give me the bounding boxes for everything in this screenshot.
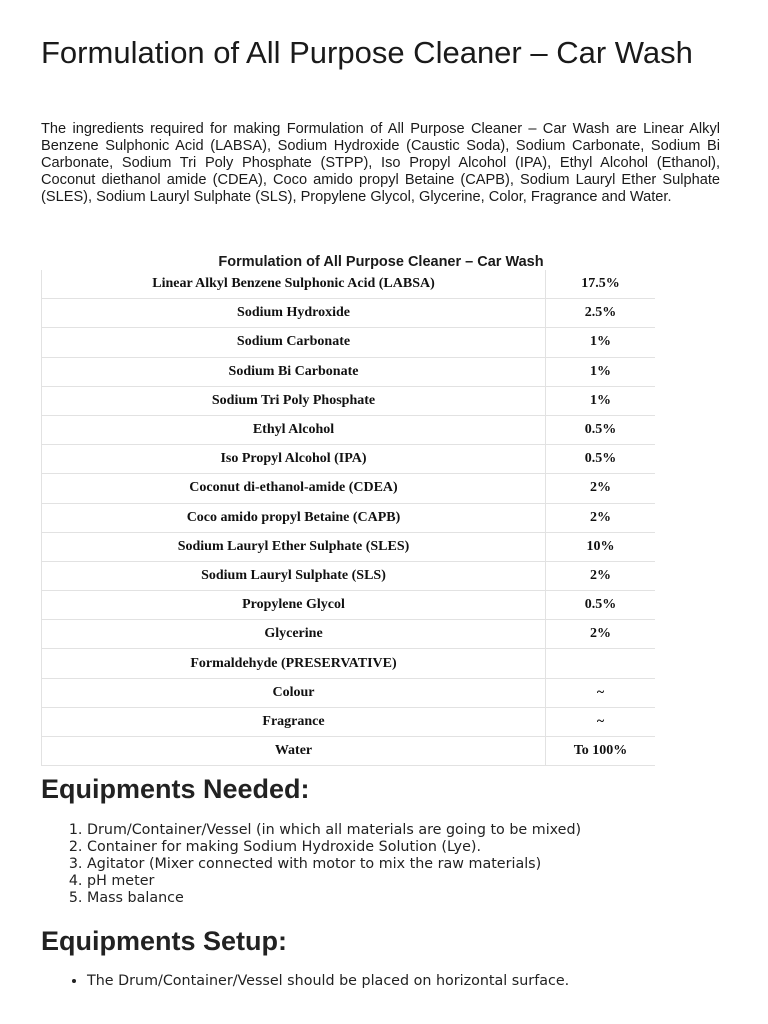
- list-item: 1. Drum/Container/Vessel (in which all materials are going to be mixed): [87, 822, 581, 839]
- ingredient-cell: Sodium Bi Carbonate: [42, 357, 546, 386]
- amount-cell: 1%: [546, 357, 656, 386]
- amount-cell: To 100%: [546, 737, 656, 766]
- table-row: [42, 386, 656, 415]
- ingredient-cell: Fragrance: [42, 707, 546, 736]
- table-row: [42, 328, 656, 357]
- ingredient-cell: Sodium Carbonate: [42, 328, 546, 357]
- amount-cell: 0.5%: [546, 445, 656, 474]
- table-row: [42, 649, 656, 678]
- table-row: [42, 503, 656, 532]
- list-item: 2. Container for making Sodium Hydroxide Solution (Lye).: [87, 839, 581, 856]
- table-row: [42, 707, 656, 736]
- setup-heading: Equipments Setup:: [41, 926, 288, 956]
- ingredient-cell: Sodium Lauryl Ether Sulphate (SLES): [42, 532, 546, 561]
- table-caption: Formulation of All Purpose Cleaner – Car Wash: [218, 254, 544, 270]
- amount-cell: [546, 649, 656, 678]
- ingredient-cell: Propylene Glycol: [42, 591, 546, 620]
- table-row: [42, 270, 656, 299]
- formulation-table: [41, 270, 655, 766]
- ingredient-cell: Iso Propyl Alcohol (IPA): [42, 445, 546, 474]
- amount-cell: 10%: [546, 532, 656, 561]
- list-item: 3. Agitator (Mixer connected with motor to mix the raw materials): [87, 856, 581, 873]
- ingredient-cell: Coconut di-ethanol-amide (CDEA): [42, 474, 546, 503]
- amount-cell: 1%: [546, 386, 656, 415]
- amount-cell: 1%: [546, 328, 656, 357]
- table-row: [42, 620, 656, 649]
- amount-cell: 0.5%: [546, 591, 656, 620]
- intro-paragraph: The ingredients required for making Formulation of All Purpose Cleaner – Car Wash are Linear Alkyl Benzene Sulphonic Acid (LABSA), Sodium Hydroxide (Caustic Soda), Sodium Carbonate, Sodium Bi Carbonate, Sodium Tri Poly Phosphate (STPP), Iso Propyl Alcohol (IPA), Ethyl Alcohol (Ethanol), Coconut diethanol amide (CDEA), Coco amido propyl Betaine (CAPB), Sodium Lauryl Ether Sulphate (SLES), Sodium Lauryl Sulphate (SLS), Propylene Glycol, Glycerine, Color, Fragrance and Water.: [41, 121, 720, 205]
- ingredient-cell: Linear Alkyl Benzene Sulphonic Acid (LABSA): [42, 270, 546, 299]
- amount-cell: 2%: [546, 620, 656, 649]
- page-title: Formulation of All Purpose Cleaner – Car Wash: [41, 35, 693, 70]
- amount-cell: 2.5%: [546, 299, 656, 328]
- ingredient-cell: Formaldehyde (PRESERVATIVE): [42, 649, 546, 678]
- setup-list: [41, 973, 569, 990]
- table-row: [42, 532, 656, 561]
- ingredient-cell: Sodium Hydroxide: [42, 299, 546, 328]
- ingredient-cell: Glycerine: [42, 620, 546, 649]
- list-item: • The Drum/Container/Vessel should be placed on horizontal surface.: [87, 973, 569, 990]
- table-row: [42, 415, 656, 444]
- table-row: [42, 737, 656, 766]
- table-row: [42, 357, 656, 386]
- ingredient-cell: Colour: [42, 678, 546, 707]
- ingredient-cell: Ethyl Alcohol: [42, 415, 546, 444]
- equipments-list: [41, 822, 581, 907]
- amount-cell: ~: [546, 707, 656, 736]
- ingredient-cell: Water: [42, 737, 546, 766]
- table-row: [42, 678, 656, 707]
- ingredient-cell: Sodium Lauryl Sulphate (SLS): [42, 561, 546, 590]
- equipments-heading: Equipments Needed:: [41, 774, 310, 804]
- amount-cell: 2%: [546, 503, 656, 532]
- table-row: [42, 561, 656, 590]
- ingredient-cell: Sodium Tri Poly Phosphate: [42, 386, 546, 415]
- list-item: 5. Mass balance: [87, 890, 581, 907]
- list-item: 4. pH meter: [87, 873, 581, 890]
- table-row: [42, 299, 656, 328]
- table-row: [42, 591, 656, 620]
- amount-cell: 17.5%: [546, 270, 656, 299]
- amount-cell: 2%: [546, 561, 656, 590]
- table-row: [42, 445, 656, 474]
- amount-cell: 2%: [546, 474, 656, 503]
- amount-cell: ~: [546, 678, 656, 707]
- amount-cell: 0.5%: [546, 415, 656, 444]
- table-row: [42, 474, 656, 503]
- ingredient-cell: Coco amido propyl Betaine (CAPB): [42, 503, 546, 532]
